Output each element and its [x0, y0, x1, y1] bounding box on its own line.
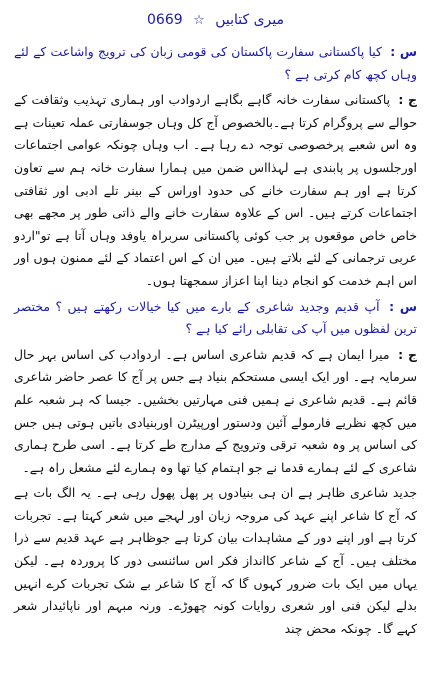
answer-paragraph-3 [14, 482, 417, 640]
answer-paragraph-1 [14, 89, 417, 292]
answer-label: ج : [398, 346, 417, 362]
page-header [14, 10, 417, 31]
book-title: میری کتابیں [215, 12, 284, 28]
book-number: 0669 [147, 12, 183, 28]
answer-text: جدید شاعری ظاہر ہے ان ہی بنیادوں پر پھل پھول رہی ہے۔ یہ الگ بات ہے کہ آج کا شاعر اپنے عہد کی مروجہ زبان اور لہجے میں شعر کہتا ہے۔ تجربات کرتا ہے اور اپنے دور کے مشاہدات بیان کرتا ہے جوظاہر ہے عہد قدیم سے ذرا مختلف ہیں۔ آج کے شاعر کاانداز فکر اس سائنسی دور کا پروردہ ہے۔ لیکن یہاں میں ایک بات ضرور کہوں گا کہ آج کا شاعر بے شک تجربات کرے انہیں بدلے لیکن فنی اور شعری روایات کونہ چھوڑے۔ ورنہ مبہم اور ناپائیدار شعر کہے گا۔ چونکہ محض چند [14, 485, 417, 636]
answer-label: ج : [398, 92, 417, 108]
article-body [14, 41, 417, 640]
question-paragraph-1 [14, 41, 417, 86]
answer-paragraph-2 [14, 344, 417, 480]
answer-text: میرا ایمان ہے کہ قدیم شاعری اساس ہے۔ اردوادب کی اساس بہر حال سرمایہ ہے۔ اور ایک ایسی مستحکم بنیاد ہے جس پر آج کا عصر حاضر شاعری قائم ہے۔ قدیم شاعری نے ہمیں فنی مہارتیں بخشیں۔ جیسا کہ ہر شعبہ علم میں کچھ نظریے فارمولے آئین ودستور اورپیٹرن اوربنیادی باتیں ہوتی ہیں جس کی اساس پر وہ شعبہ ترقی وترویج کے مدارج طے کرتا ہے۔ اسی طرح ہماری شاعری کے لئے ہمارے قدما نے جو اہتمام کیا تھا وہ ہمارے لئے مشعل راہ ہے۔ [14, 346, 417, 475]
answer-text: پاکستانی سفارت خانہ گاہے بگاہے اردوادب اور ہماری تہذیب وثقافت کے حوالے سے پروگرام کرتا ہے۔بالخصوص آج کل وہاں جوسفارتی عملہ تعینات ہے وہ اس شعبے پرخصوصی توجہ دے رہا ہے۔ اب وہاں چونکہ عوامی اجتماعات اورجلسوں پر پابندی ہے لہذااس ضمن میں ہمارا سفارت خانہ ہم سے تعاون کرتا ہے اور ہم سفارت خانے کی حدود اوراس کے بینر تلے ادبی اور ثقافتی اجتماعات کرتے ہیں۔ اس کے علاوہ سفارت خانے والے ذاتی طور پر مجھے بھی خاص خاص موقعوں پر جب کوئی پاکستانی سربراہ یاوفد وہاں آتا ہے تو"اردو عربی ترجمانی کے لئے بلاتے ہیں۔ میں ان کے اس اعتماد کے لئے ممنون ہوں اور اس اہم خدمت کو انجام دینا اپنا اعزاز سمجھتا ہوں۔ [14, 92, 417, 288]
question-text: آپ قدیم وجدید شاعری کے بارے میں کیا خیالات رکھتے ہیں ؟ مختصر ترین لفظوں میں آپ کی تقابلی رائے کیا ہے ؟ [14, 298, 417, 337]
question-label: س : [389, 298, 417, 314]
question-paragraph-2 [14, 296, 417, 341]
star-outline-icon: ☆ [193, 13, 205, 28]
question-label: س : [390, 44, 417, 59]
question-text: کیا پاکستانی سفارت پاکستان کی قومی زبان کی ترویج واشاعت کے لئے وہاں کچھ کام کرتی ہے ؟ [14, 44, 417, 82]
